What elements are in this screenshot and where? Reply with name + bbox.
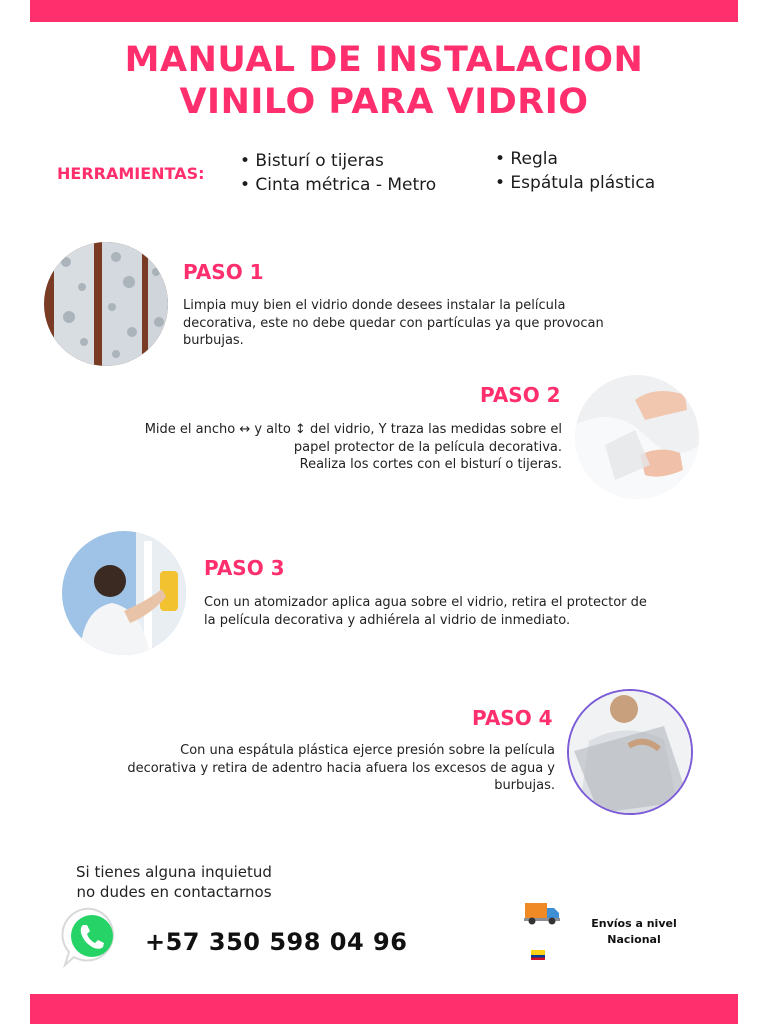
step3-text-line: Con un atomizador aplica agua sobre el vidrio, retira el protector de [204,595,647,610]
step1-title: PASO 1 [183,260,264,284]
step4-photo [567,689,693,815]
top-bar [30,0,738,22]
contact-line: no dudes en contactarnos [76,883,272,901]
whatsapp-icon[interactable] [60,905,124,969]
tool-item: • Regla [495,149,558,169]
phone-number[interactable]: +57 350 598 04 96 [145,928,408,956]
step2-text-line: papel protector de la película decorativa. [293,439,562,455]
step3-text-line: la película decorativa y adhiérela al vidrio de inmediato. [204,612,571,628]
shipping-line: Envíos a nivel [591,917,677,930]
contact-line: Si tienes alguna inquietud [76,863,272,881]
step4-text [60,742,555,795]
step3-photo [62,531,186,655]
step2-text-line: Mide el ancho ↔ y alto ↕ del vidrio, Y traza las medidas sobre el [144,422,562,437]
step1-text-line: Limpia muy bien el vidrio donde desees instalar la película [183,298,566,313]
step4-text-line: Con una espátula plástica ejerce presión sobre la película [180,743,555,758]
step3-title: PASO 3 [204,556,285,580]
tools-label: HERRAMIENTAS: [57,164,205,183]
contact-message [54,862,294,902]
step4-text-line: burbujas. [494,778,555,793]
shipping-line: Nacional [607,933,661,946]
step4-text-line: decorativa y retira de adentro hacia afuera los excesos de agua y [127,760,555,776]
colombia-flag-icon [531,945,545,955]
step2-text [70,421,562,474]
page-title-line2: VINILO PARA VIDRIO [179,82,589,122]
step2-photo [575,375,699,499]
step4-title: PASO 4 [472,706,553,730]
shipping-info [584,916,684,948]
step3-text [204,594,714,629]
tool-item: • Bisturí o tijeras [240,151,384,171]
step1-text-line: burbujas. [183,333,244,348]
page-title-line1: MANUAL DE INSTALACION [124,40,644,80]
step2-title: PASO 2 [480,383,561,407]
step1-text [183,297,703,350]
step2-text-line: Realiza los cortes con el bisturí o tijeras. [299,457,562,472]
truck-icon [524,900,560,926]
bottom-bar [30,994,738,1024]
step1-photo [44,242,168,366]
tool-item: • Espátula plástica [495,173,656,193]
step1-text-line: decorativa, este no debe quedar con partículas ya que provocan [183,315,604,331]
tool-item: • Cinta métrica - Metro [240,175,437,195]
